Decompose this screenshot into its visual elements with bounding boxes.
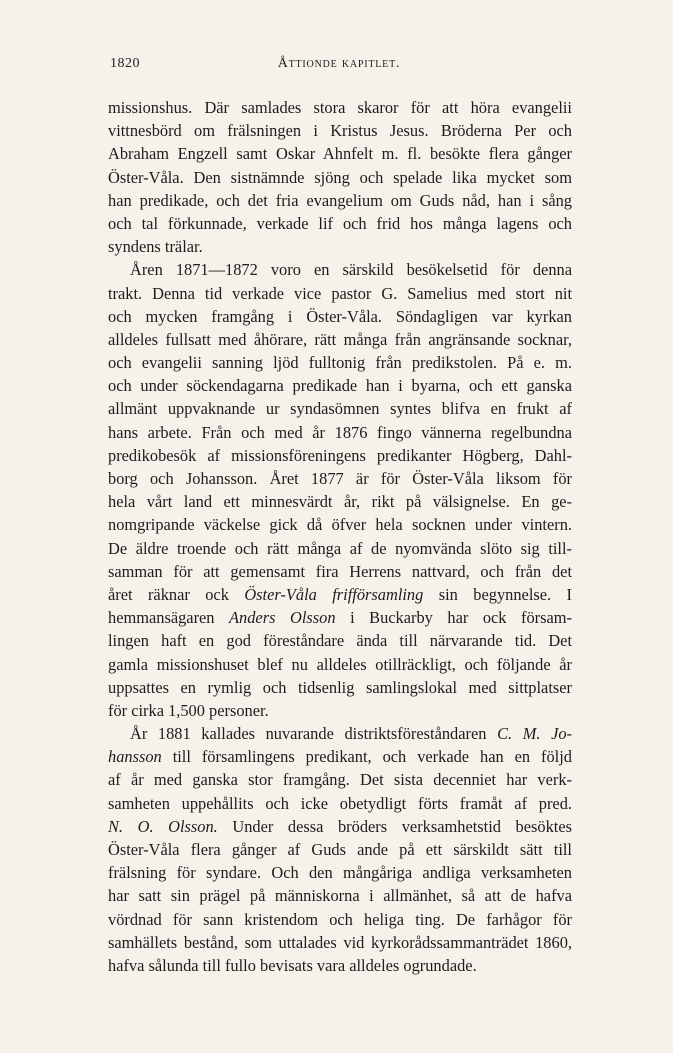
running-title: Åttionde kapitlet.: [277, 56, 401, 71]
text-line: [108, 722, 572, 745]
text-line: [108, 258, 572, 281]
text-segment: hafva sålunda till fullo bevisats vara alldeles ogrundade.: [108, 955, 477, 975]
text-line: [108, 444, 572, 467]
text-line: [108, 119, 572, 142]
text-segment: samhällets bestånd, som uttalades vid kyrkorådssammanträdet 1860,: [108, 932, 572, 952]
text-line: [108, 629, 572, 652]
text-segment: alldeles fullsatt med åhörare, rätt många från angränsande socknar,: [108, 329, 572, 349]
text-segment: i Buckarby har ock försam-: [350, 608, 572, 628]
text-line: [108, 374, 572, 397]
text-line: [108, 699, 572, 722]
text-line: [108, 96, 572, 119]
text-line: [108, 421, 572, 444]
text-segment: predikobesök af missionsföreningens predikanter Högberg, Dahl-: [108, 445, 572, 465]
text-segment: frälsning för syndare. Och den mångåriga andliga verksamheten: [108, 863, 572, 883]
text-segment: hela vårt land ett minnesvärdt år, rikt på välsignelse. En ge-: [108, 492, 572, 512]
text-line: [108, 606, 572, 629]
text-line: [108, 212, 572, 235]
text-line: [108, 908, 572, 931]
italic-text: Anders Olsson: [229, 608, 336, 628]
text-line: [108, 351, 572, 374]
text-segment: uppsattes en rymlig och tidsenlig samlingslokal med sittplatser: [108, 677, 572, 697]
text-segment: och under söckendagarna predikade han i byarna, och ett ganska: [108, 376, 572, 396]
text-line: [108, 954, 572, 977]
text-line: [108, 792, 572, 815]
text-line: [108, 676, 572, 699]
text-segment: missionshus. Där samlades stora skaror för att höra evangelii: [108, 98, 572, 117]
text-line: [108, 931, 572, 954]
text-segment: samman för att gemensamt fira Herrens nattvard, och från det: [108, 561, 572, 581]
text-line: [108, 861, 572, 884]
text-line: [108, 653, 572, 676]
text-line: [108, 397, 572, 420]
text-segment: Öster-Våla. Den sistnämnde sjöng och spelade lika mycket som: [108, 167, 572, 187]
text-segment: Öster-Våla flera gånger af Guds ande på ett särskildt sätt till: [108, 840, 572, 859]
text-line: [108, 815, 572, 838]
text-segment: till församlingens predikant, och verkade han en följd: [172, 747, 572, 767]
text-segment: af år med ganska stor framgång. Det sista decenniet har verk-: [108, 770, 572, 790]
text-segment: han predikade, och det fria evangelium om Guds nåd, han i sång: [108, 190, 572, 210]
page-header: [108, 56, 570, 80]
italic-text: C. M. Jo-: [497, 724, 572, 744]
text-segment: År 1881 kallades nuvarande distriktsföreståndaren: [130, 724, 487, 744]
text-line: [108, 305, 572, 328]
text-segment: borg och Johansson. Året 1877 är för Öster-Våla liksom för: [108, 469, 572, 488]
text-line: [108, 537, 572, 560]
text-segment: Abraham Engzell samt Oskar Ahnfelt m. fl. besökte flera gånger: [108, 144, 572, 164]
page-number: 1820: [110, 56, 140, 71]
text-segment: för cirka 1,500 personer.: [108, 700, 269, 720]
text-line: [108, 166, 572, 189]
italic-text: N. O. Olsson.: [108, 816, 218, 836]
text-segment: och mycken framgång i Öster-Våla. Söndagligen var kyrkan: [108, 306, 572, 326]
text-segment: gamla missionshuset blef nu alldeles otillräckligt, och följande år: [108, 654, 572, 674]
text-segment: vördnad för sann kristendom och heliga ting. De farhågor för: [108, 909, 572, 929]
text-line: [108, 235, 572, 258]
text-segment: allmänt uppvaknande ur syndasömnen syntes blifva en frukt af: [108, 399, 572, 419]
text-line: [108, 490, 572, 513]
text-segment: och evangelii sanning ljöd fulltonig från predikstolen. På e. m.: [108, 353, 572, 373]
text-line: [108, 560, 572, 583]
text-segment: sin begynnelse. I: [438, 584, 572, 604]
body-text: [108, 96, 572, 977]
text-segment: har satt sin prägel på människorna i allmänhet, så att de hafva: [108, 886, 572, 906]
text-line: [108, 467, 572, 490]
text-segment: hemmansägaren: [108, 608, 215, 628]
text-segment: året räknar ock: [108, 584, 229, 604]
text-line: [108, 142, 572, 165]
text-line: [108, 768, 572, 791]
text-line: [108, 884, 572, 907]
text-line: [108, 745, 572, 768]
text-segment: vittnesbörd om frälsningen i Kristus Jesus. Bröderna Per och: [108, 121, 572, 141]
text-segment: Under dessa bröders verksamhetstid besöktes: [232, 816, 572, 836]
italic-text: hansson: [108, 747, 162, 767]
text-segment: lingen haft en god föreståndare ända till närvarande tid. Det: [108, 631, 572, 651]
text-line: [108, 838, 572, 861]
text-line: [108, 328, 572, 351]
text-segment: hans arbete. Från och med år 1876 fingo vännerna regelbundna: [108, 422, 572, 442]
text-line: [108, 583, 572, 606]
text-segment: och tal förkunnade, verkade lif och frid hos många lagens och: [108, 213, 572, 233]
text-segment: Åren 1871—1872 voro en särskild besökelsetid för denna: [130, 260, 572, 280]
text-line: [108, 513, 572, 536]
text-segment: nomgripande väckelse gick då öfver hela socknen under vintern.: [108, 515, 572, 535]
text-line: [108, 189, 572, 212]
text-segment: trakt. Denna tid verkade vice pastor G. Samelius med stort nit: [108, 283, 572, 303]
text-segment: De äldre troende och rätt många af de nyomvända slöto sig till-: [108, 538, 572, 558]
text-segment: samheten uppehållits och icke obetydligt förts framåt af pred.: [108, 793, 572, 813]
text-segment: syndens trälar.: [108, 237, 203, 257]
text-line: [108, 282, 572, 305]
italic-text: Öster-Våla frifförsamling: [244, 584, 424, 604]
